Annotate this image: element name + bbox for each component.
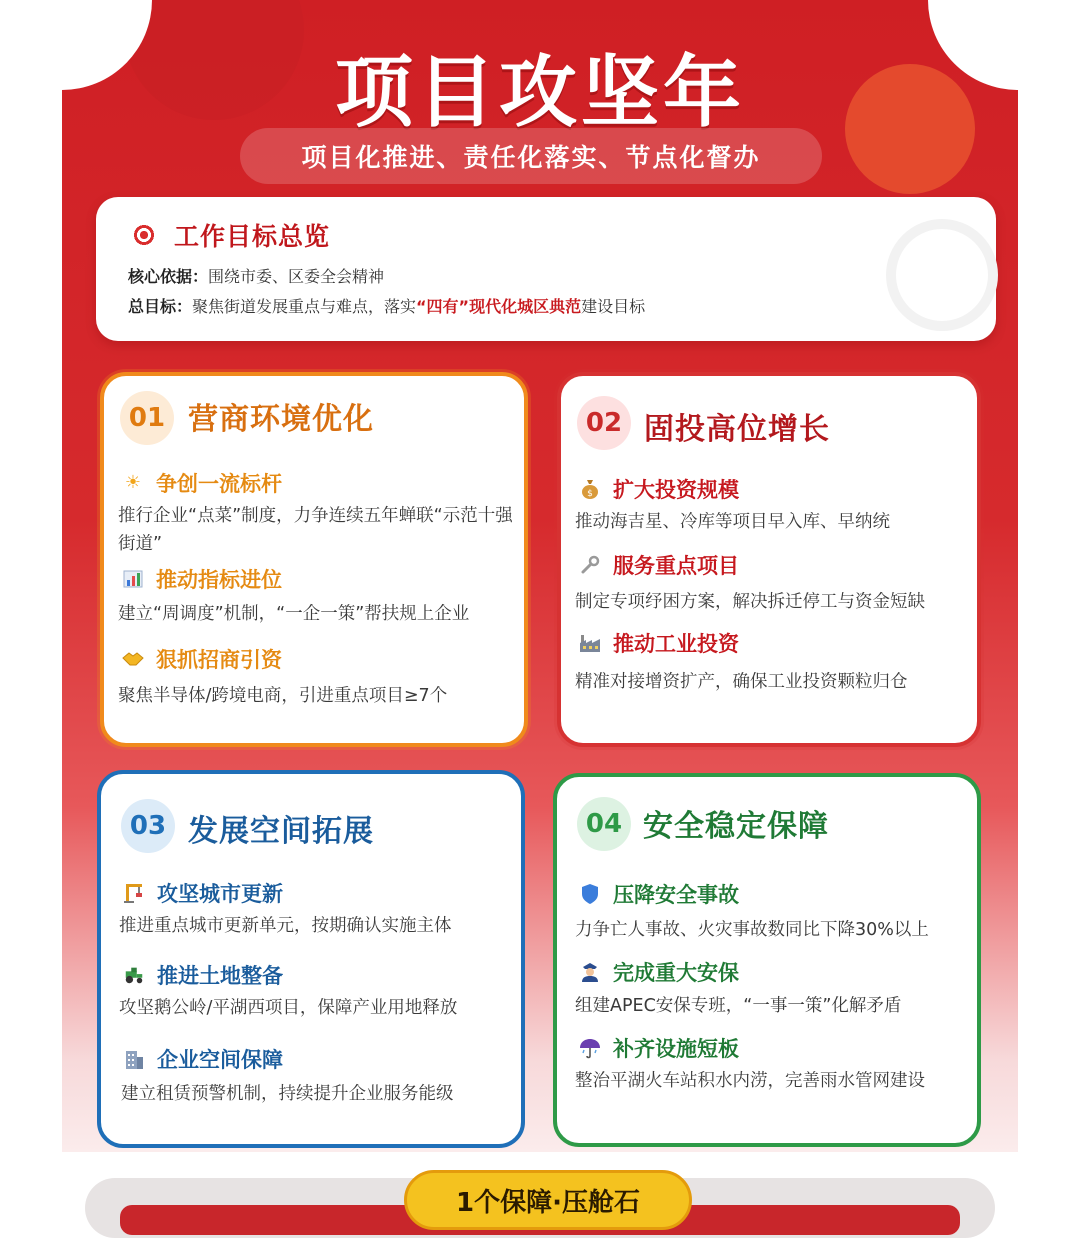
factory-icon bbox=[579, 632, 601, 654]
money-bag-icon bbox=[579, 478, 601, 500]
item-desc: 推行企业“点菜”制度，力争连续五年蝉联“示范十强街道” bbox=[118, 506, 513, 554]
item-title: 攻坚城市更新 bbox=[157, 882, 283, 906]
section-pill-label: 1个保障·压舱石 bbox=[404, 1170, 692, 1230]
item-head bbox=[579, 474, 739, 504]
item-title: 服务重点项目 bbox=[613, 554, 739, 578]
goal-basis-line bbox=[128, 264, 384, 287]
police-officer-icon bbox=[579, 961, 601, 983]
card-number-badge: 04 bbox=[577, 797, 631, 851]
item-desc: 建立租赁预警机制，持续提升企业服务能级 bbox=[121, 1084, 454, 1104]
card-number-badge: 01 bbox=[120, 391, 174, 445]
page-title: 项目攻坚年 bbox=[334, 47, 745, 138]
item-head bbox=[122, 644, 282, 674]
card-number-badge: 02 bbox=[577, 396, 631, 450]
card-fixed-investment bbox=[557, 372, 981, 747]
goal-overview-title: 工作目标总览 bbox=[174, 222, 331, 251]
item-head bbox=[122, 564, 282, 594]
item-title: 补齐设施短板 bbox=[613, 1037, 739, 1061]
goal-overview-header bbox=[132, 217, 330, 253]
item-title: 争创一流标杆 bbox=[156, 472, 282, 496]
card-title: 发展空间拓展 bbox=[188, 814, 374, 849]
item-head bbox=[579, 628, 739, 658]
watermark-ring-icon bbox=[886, 219, 998, 331]
item-head bbox=[579, 879, 739, 909]
item-head bbox=[579, 957, 739, 987]
svg-text:$: $ bbox=[587, 489, 593, 499]
goal-target-post: 建设目标 bbox=[581, 297, 646, 316]
tractor-icon bbox=[123, 964, 145, 986]
item-title: 扩大投资规模 bbox=[613, 478, 739, 502]
item-title: 狠抓招商引资 bbox=[156, 648, 282, 672]
item-head bbox=[579, 1033, 739, 1063]
item-title: 企业空间保障 bbox=[157, 1048, 283, 1072]
goal-target-line bbox=[128, 294, 645, 317]
umbrella-icon bbox=[579, 1037, 601, 1059]
card-number-badge: 03 bbox=[121, 799, 175, 853]
item-desc: 推进重点城市更新单元，按期确认实施主体 bbox=[119, 916, 452, 936]
card-title: 营商环境优化 bbox=[188, 402, 374, 437]
target-icon bbox=[132, 223, 156, 247]
goal-basis-text: 围绕市委、区委全会精神 bbox=[208, 267, 385, 286]
sun-icon: ☀ bbox=[124, 472, 142, 493]
card-title: 固投高位增长 bbox=[644, 412, 830, 447]
item-desc: 制定专项纾困方案，解决拆迁停工与资金短缺 bbox=[575, 592, 925, 612]
card-title: 安全稳定保障 bbox=[643, 809, 829, 844]
shield-icon bbox=[579, 883, 601, 905]
item-desc: 聚焦半导体/跨境电商，引进重点项目≥7个 bbox=[118, 686, 448, 706]
goal-overview-card bbox=[96, 197, 996, 341]
item-desc: 建立“周调度”机制，“一企一策”帮扶规上企业 bbox=[118, 604, 470, 624]
card-development-space bbox=[97, 770, 525, 1148]
crane-icon bbox=[123, 882, 145, 904]
item-title: 压降安全事故 bbox=[613, 883, 739, 907]
wrench-icon bbox=[579, 554, 601, 576]
goal-target-highlight: “四有”现代化城区典范 bbox=[416, 297, 582, 316]
bar-chart-icon bbox=[122, 568, 144, 590]
goal-target-label: 总目标： bbox=[128, 297, 193, 316]
item-head bbox=[123, 1044, 283, 1074]
subtitle-pill: 项目化推进、责任化落实、节点化督办 bbox=[240, 128, 822, 184]
goal-target-pre: 聚焦街道发展重点与难点，落实 bbox=[192, 297, 417, 316]
item-desc: 整治平湖火车站积水内涝，完善雨水管网建设 bbox=[575, 1071, 925, 1091]
item-desc: 推动海吉星、冷库等项目早入库、早纳统 bbox=[575, 512, 890, 532]
item-head bbox=[123, 878, 283, 908]
card-business-environment bbox=[100, 372, 528, 747]
item-title: 推动指标进位 bbox=[156, 568, 282, 592]
item-desc: 组建APEC安保专班，“一事一策”化解矛盾 bbox=[575, 996, 902, 1016]
card-safety-stability bbox=[553, 773, 981, 1147]
item-head bbox=[122, 468, 282, 498]
item-desc: 力争亡人事故、火灾事故数同比下降30%以上 bbox=[575, 920, 929, 940]
item-head bbox=[579, 550, 739, 580]
item-title: 完成重大安保 bbox=[613, 961, 739, 985]
goal-basis-label: 核心依据： bbox=[128, 267, 209, 286]
handshake-icon bbox=[122, 648, 144, 670]
item-title: 推进土地整备 bbox=[157, 964, 283, 988]
office-building-icon bbox=[123, 1048, 145, 1070]
item-desc: 精准对接增资扩产，确保工业投资颗粒归仓 bbox=[575, 672, 908, 692]
item-title: 推动工业投资 bbox=[613, 632, 739, 656]
item-head bbox=[123, 960, 283, 990]
item-desc: 攻坚鹅公岭/平湖西项目，保障产业用地释放 bbox=[119, 998, 458, 1018]
